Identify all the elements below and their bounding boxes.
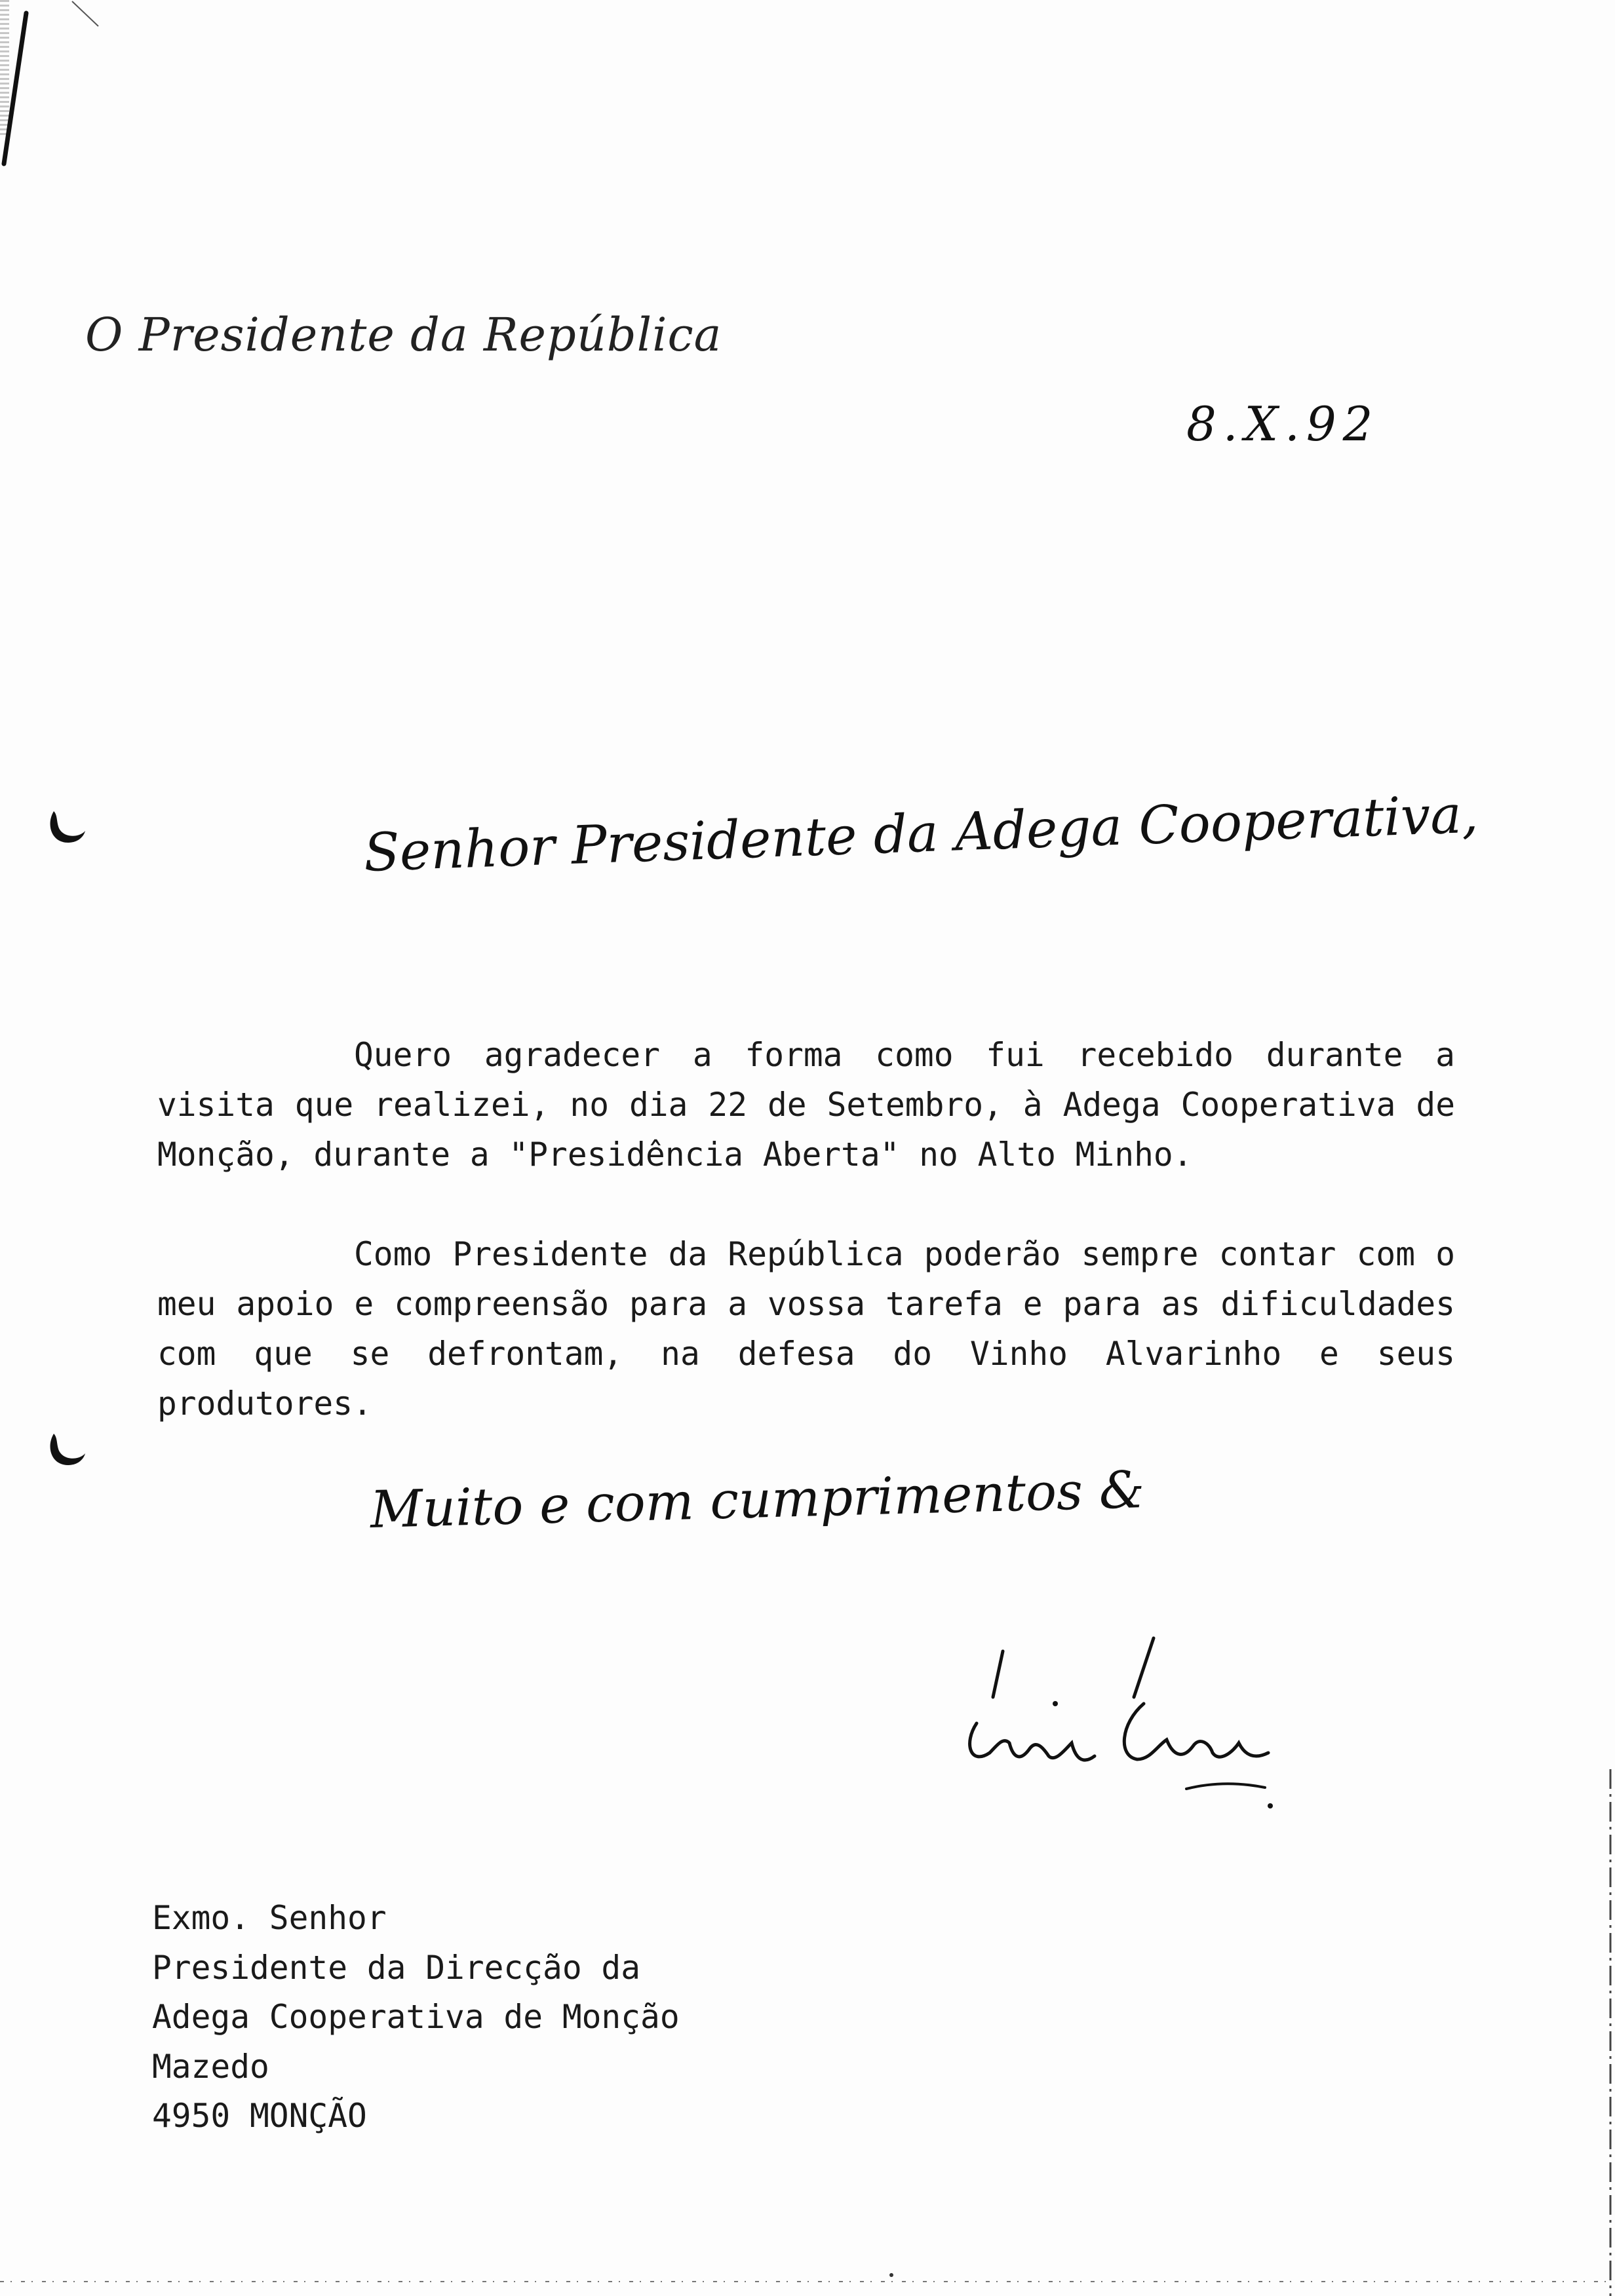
punch-hole-icon	[45, 805, 90, 851]
handwritten-closing: Muito e com cumprimentos &	[369, 1461, 1146, 1540]
letterhead: O Presidente da República	[85, 308, 722, 362]
body-paragraph: Como Presidente da República poderão sempre contar com o meu apoio e compreensão para a vossa tarefa e para as dificuldades com que se defrontam, na defesa do Vinho Alvarinho e seus produtores.	[157, 1235, 1455, 1423]
address-line: Presidente da Direcção da	[152, 1948, 641, 1987]
address-line: Mazedo	[152, 2047, 269, 2086]
recipient-address	[152, 1894, 680, 2141]
handwritten-salutation: Senhor Presidente da Adega Cooperativa,	[362, 783, 1479, 883]
signature	[957, 1625, 1298, 1822]
scan-edge-artifact	[1606, 1769, 1615, 2296]
handwritten-date: 8.X.92	[1186, 396, 1380, 451]
body-paragraph: Quero agradecer a forma como fui recebido durante a visita que realizei, no dia 22 de Setembro, à Adega Cooperativa de Monção, durante a "Presidência Aberta" no Alto Minho.	[157, 1036, 1455, 1174]
address-line: Exmo. Senhor	[152, 1899, 387, 1937]
letter-body	[157, 1030, 1455, 1478]
scan-edge-artifact	[0, 2270, 1615, 2296]
punch-hole-icon	[45, 1427, 90, 1473]
pen-stroke-mark	[0, 0, 144, 170]
address-line: 4950 MONÇÃO	[152, 2097, 367, 2135]
address-line: Adega Cooperativa de Monção	[152, 1998, 680, 2036]
